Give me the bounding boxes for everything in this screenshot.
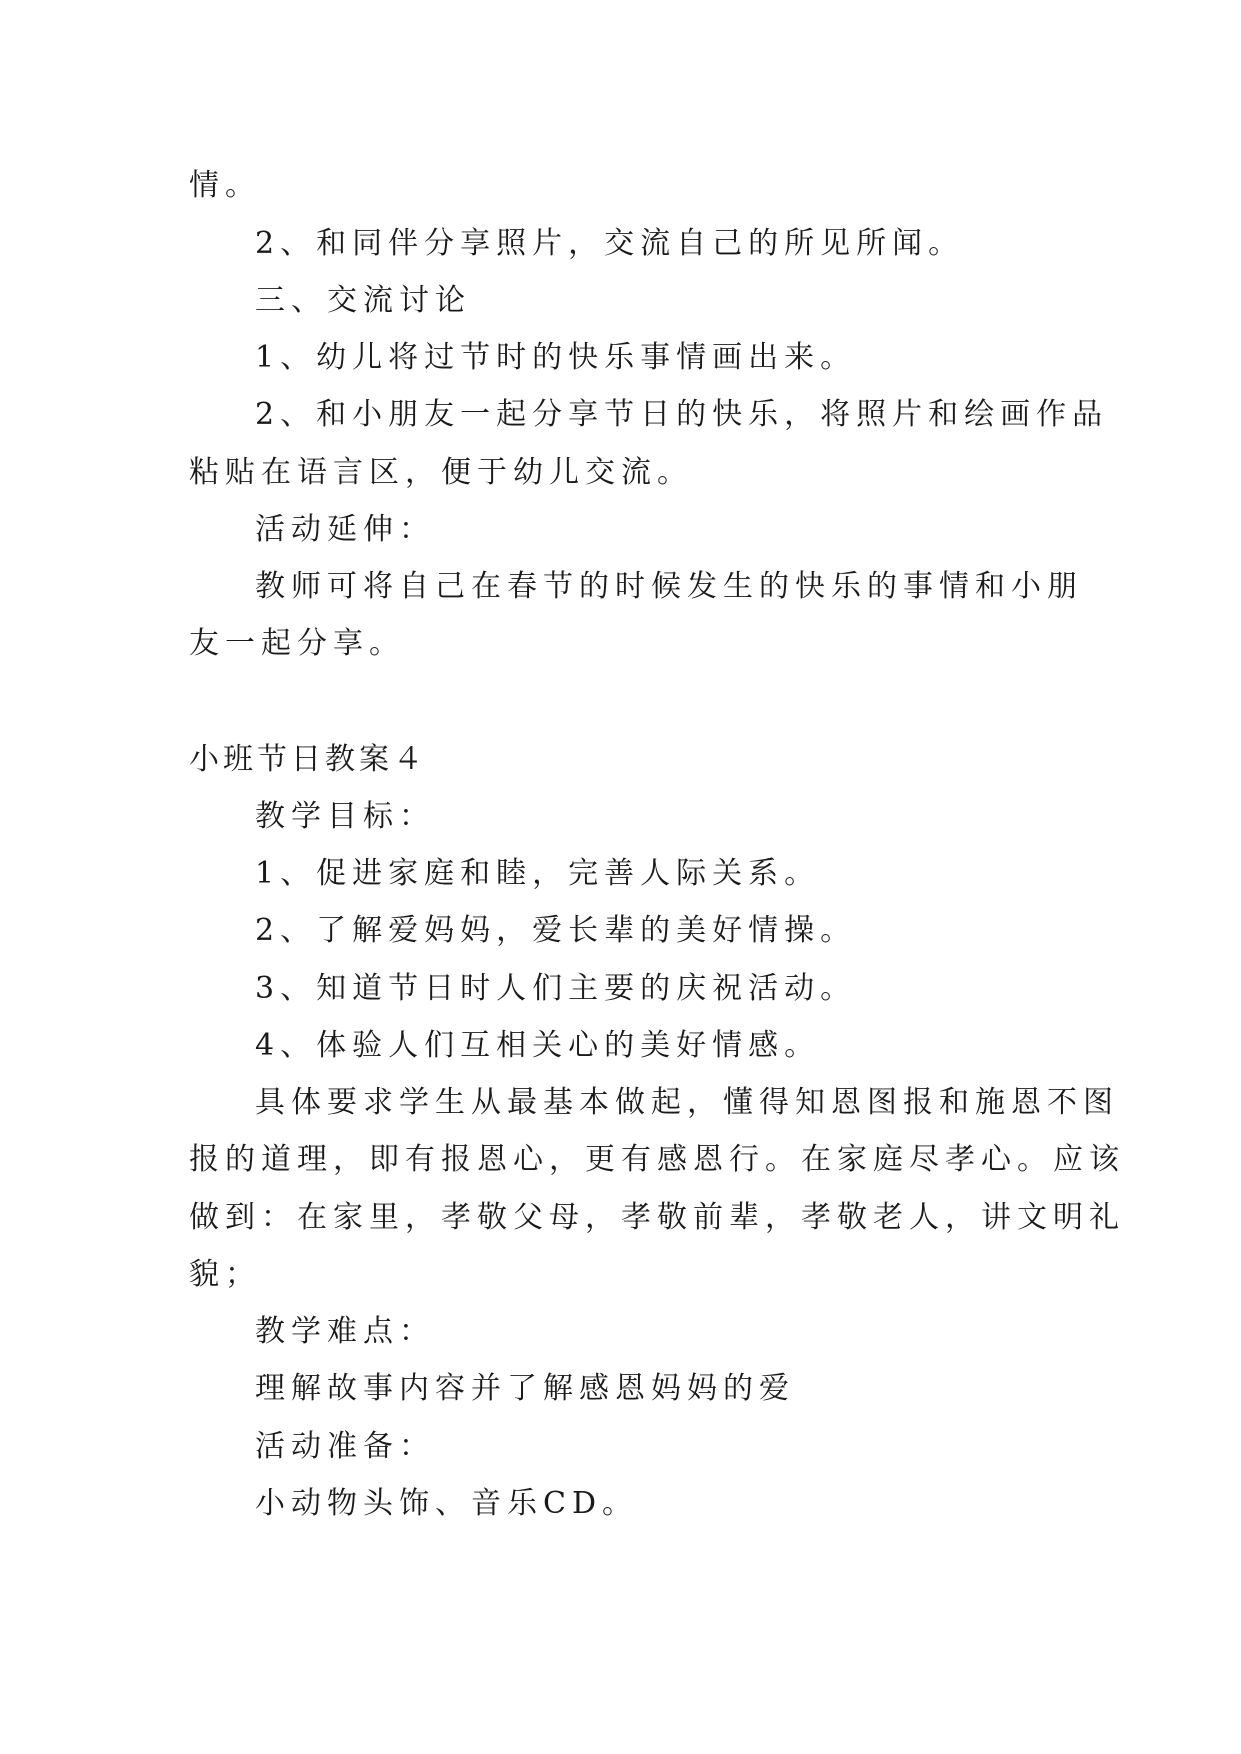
section-heading: 教学目标： [255, 799, 435, 834]
text-line: 具体要求学生从最基本做起，懂得知恩图报和施恩不图 [255, 1085, 1119, 1120]
text-line: 小动物头饰、音乐CD。 [255, 1486, 639, 1521]
section-heading: 活动延伸： [255, 512, 435, 547]
text-line: 2、和同伴分享照片，交流自己的所见所闻。 [255, 226, 965, 261]
text-line: 3、知道节日时人们主要的庆祝活动。 [255, 971, 857, 1006]
section-heading: 三、交流讨论 [255, 283, 471, 318]
text-line: 4、体验人们互相关心的美好情感。 [255, 1028, 821, 1063]
text-line: 做到：在家里，孝敬父母，孝敬前辈，孝敬老人，讲文明礼 [189, 1200, 1125, 1235]
document-title: 小班节日教案４ [189, 742, 427, 777]
text-line: 报的道理，即有报恩心，更有感恩行。在家庭尽孝心。应该 [189, 1142, 1125, 1177]
text-line: 理解故事内容并了解感恩妈妈的爱 [255, 1371, 795, 1406]
text-line: 教师可将自己在春节的时候发生的快乐的事情和小朋 [255, 569, 1083, 604]
text-line: 2、和小朋友一起分享节日的快乐，将照片和绘画作品 [255, 397, 1109, 432]
text-line: 2、了解爱妈妈，爱长辈的美好情操。 [255, 913, 857, 948]
section-heading: 活动准备： [255, 1429, 435, 1464]
text-line: 1、幼儿将过节时的快乐事情画出来。 [255, 340, 857, 375]
text-line: 粘贴在语言区，便于幼儿交流。 [189, 455, 693, 490]
text-line: 貌； [189, 1257, 261, 1292]
text-line: 1、促进家庭和睦，完善人际关系。 [255, 856, 821, 891]
text-line: 情。 [189, 168, 261, 203]
section-heading: 教学难点： [255, 1314, 435, 1349]
text-line: 友一起分享。 [189, 626, 405, 661]
